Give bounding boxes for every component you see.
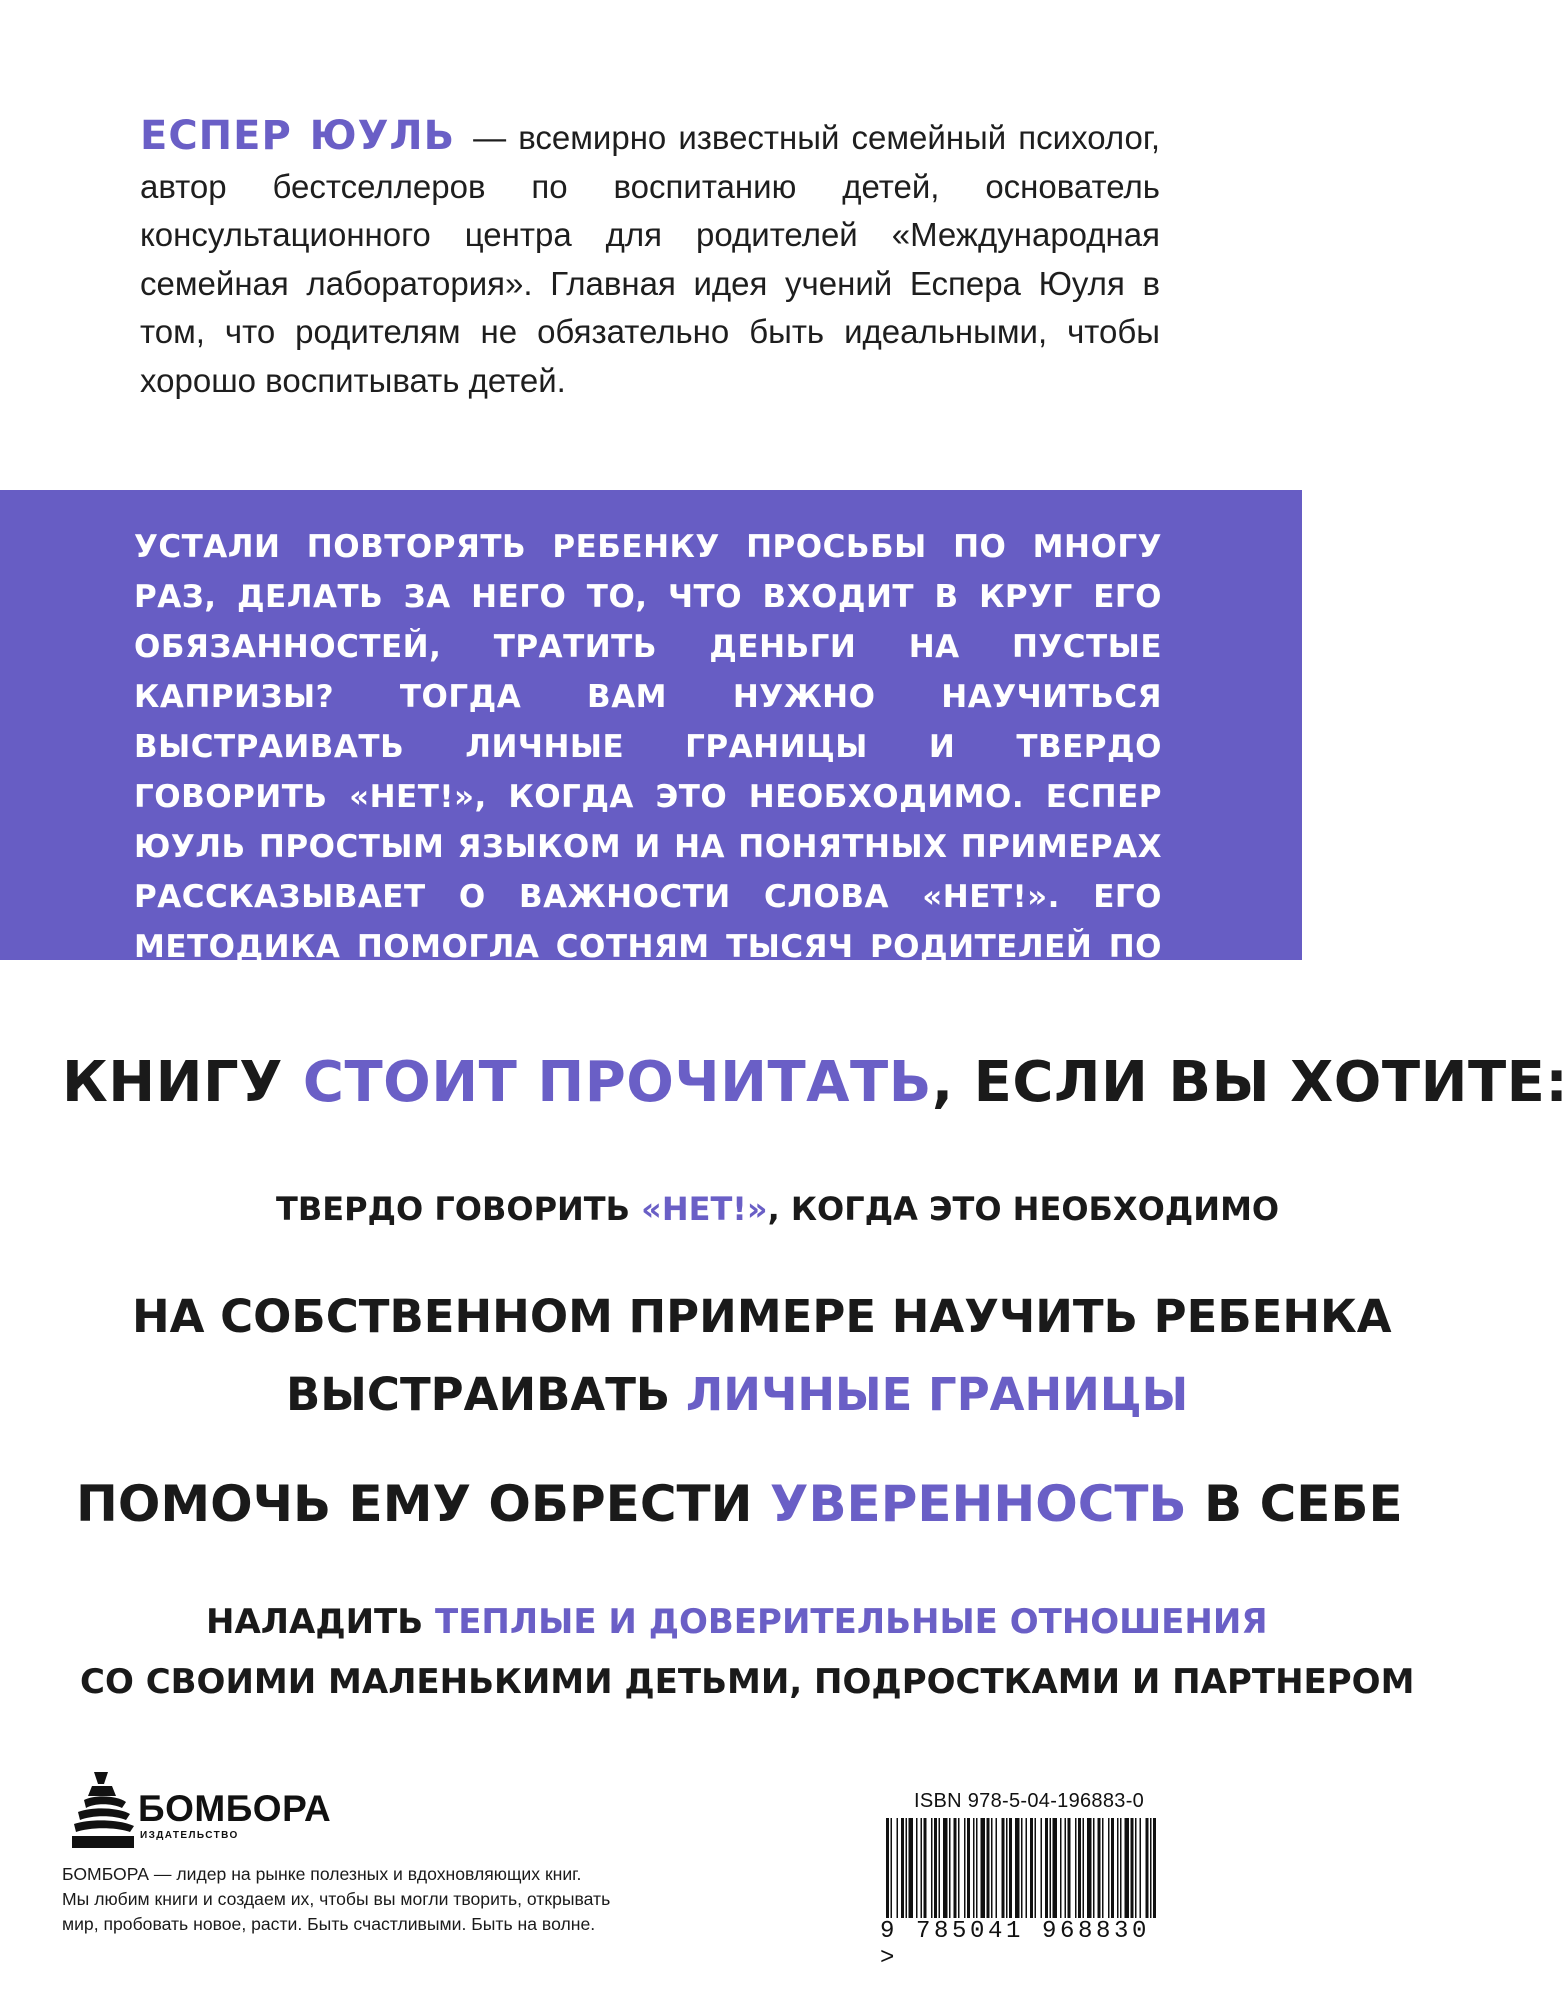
annotation-text: УСТАЛИ ПОВТОРЯТЬ РЕБЕНКУ ПРОСЬБЫ ПО МНОГУ РАЗ, ДЕЛАТЬ ЗА НЕГО ТО, ЧТО ВХОДИТ В КРУГ ЕГО ОБЯЗАННОСТЕЙ, ТРАТИТЬ ДЕНЬГИ НА ПУСТЫЕ КАПРИЗЫ? ТОГДА ВАМ НУЖНО НАУЧИТЬСЯ ВЫСТРАИВАТЬ ЛИЧНЫЕ ГРАНИЦЫ И ТВЕРДО ГОВОРИТЬ «НЕТ!», КОГДА ЭТО НЕОБХОДИМО. ЕСПЕР ЮУЛЬ ПРОСТЫМ ЯЗЫКОМ И НА ПОНЯТНЫХ ПРИМЕРАХ РАССКАЗЫВАЕТ О ВАЖНОСТИ СЛОВА «НЕТ!». ЕГО МЕТОДИКА ПОМОГЛА СОТНЯМ ТЫСЯЧ РОДИТЕЛЕЙ ПО ВСЕМУ МИРУ. bbox=[134, 529, 1162, 1015]
publisher-line3: мир, пробовать новое, расти. Быть счастливыми. Быть на волне. bbox=[62, 1914, 596, 1934]
bombora-mark-icon bbox=[72, 1770, 134, 1850]
benefit-confidence-accent: УВЕРЕННОСТЬ bbox=[769, 1475, 1187, 1533]
bombora-logo bbox=[72, 1770, 332, 1852]
benefit-relations-line1 bbox=[206, 1602, 1268, 1642]
isbn-label: ISBN 978-5-04-196883-0 bbox=[914, 1790, 1145, 1812]
barcode-icon bbox=[880, 1818, 1160, 1924]
benefit-say-no-post: , КОГДА ЭТО НЕОБХОДИМО bbox=[767, 1190, 1280, 1228]
benefit-confidence-post: В СЕБЕ bbox=[1204, 1475, 1403, 1533]
publisher-line2: Мы любим книги и создаем их, чтобы вы могли творить, открывать bbox=[62, 1889, 611, 1909]
benefit-boundaries-pre: ВЫСТРАИВАТЬ bbox=[286, 1368, 671, 1421]
headline-part2: , ЕСЛИ ВЫ ХОТИТЕ: bbox=[931, 1050, 1568, 1115]
benefit-boundaries-accent: ЛИЧНЫЕ ГРАНИЦЫ bbox=[685, 1368, 1189, 1421]
logo-subtitle: ИЗДАТЕЛЬСТВО bbox=[140, 1830, 239, 1841]
benefit-relations-pre: НАЛАДИТЬ bbox=[206, 1602, 424, 1642]
author-bio-paragraph bbox=[140, 112, 1160, 405]
publisher-description bbox=[62, 1862, 702, 1937]
logo-name: БОМБОРА bbox=[138, 1788, 332, 1829]
author-name: ЕСПЕР ЮУЛЬ bbox=[140, 113, 456, 159]
benefit-confidence-pre: ПОМОЧЬ ЕМУ ОБРЕСТИ bbox=[76, 1475, 753, 1533]
author-bio-text: — всемирно известный семейный психолог, автор бестселлеров по воспитанию детей, основатель консультационного центра для родителей «Международная семейная лаборатория». Главная идея учений Еспера Юуля в том, что родителям не обязательно быть идеальными, чтобы хорошо воспитывать детей. bbox=[140, 119, 1160, 399]
benefit-relations-line2: СО СВОИМИ МАЛЕНЬКИМИ ДЕТЬМИ, ПОДРОСТКАМИ И ПАРТНЕРОМ bbox=[80, 1662, 1415, 1702]
benefit-say-no bbox=[276, 1190, 1279, 1228]
benefit-say-no-accent: «НЕТ!» bbox=[641, 1190, 768, 1228]
barcode-digits: 9 785041 968830 > bbox=[880, 1918, 1151, 1972]
headline-accent: СТОИТ ПРОЧИТАТЬ bbox=[302, 1050, 932, 1115]
benefit-boundaries-line1: НА СОБСТВЕННОМ ПРИМЕРЕ НАУЧИТЬ РЕБЕНКА bbox=[132, 1290, 1392, 1343]
benefit-confidence bbox=[76, 1475, 1403, 1533]
benefits-headline bbox=[62, 1050, 1568, 1115]
benefit-say-no-pre: ТВЕРДО ГОВОРИТЬ bbox=[276, 1190, 631, 1228]
headline-part1: КНИГУ bbox=[62, 1050, 283, 1115]
benefit-boundaries-line2 bbox=[286, 1368, 1188, 1421]
publisher-line1: БОМБОРА — лидер на рынке полезных и вдохновляющих книг. bbox=[62, 1864, 582, 1884]
benefit-relations-accent: ТЕПЛЫЕ И ДОВЕРИТЕЛЬНЫЕ ОТНОШЕНИЯ bbox=[435, 1602, 1268, 1642]
